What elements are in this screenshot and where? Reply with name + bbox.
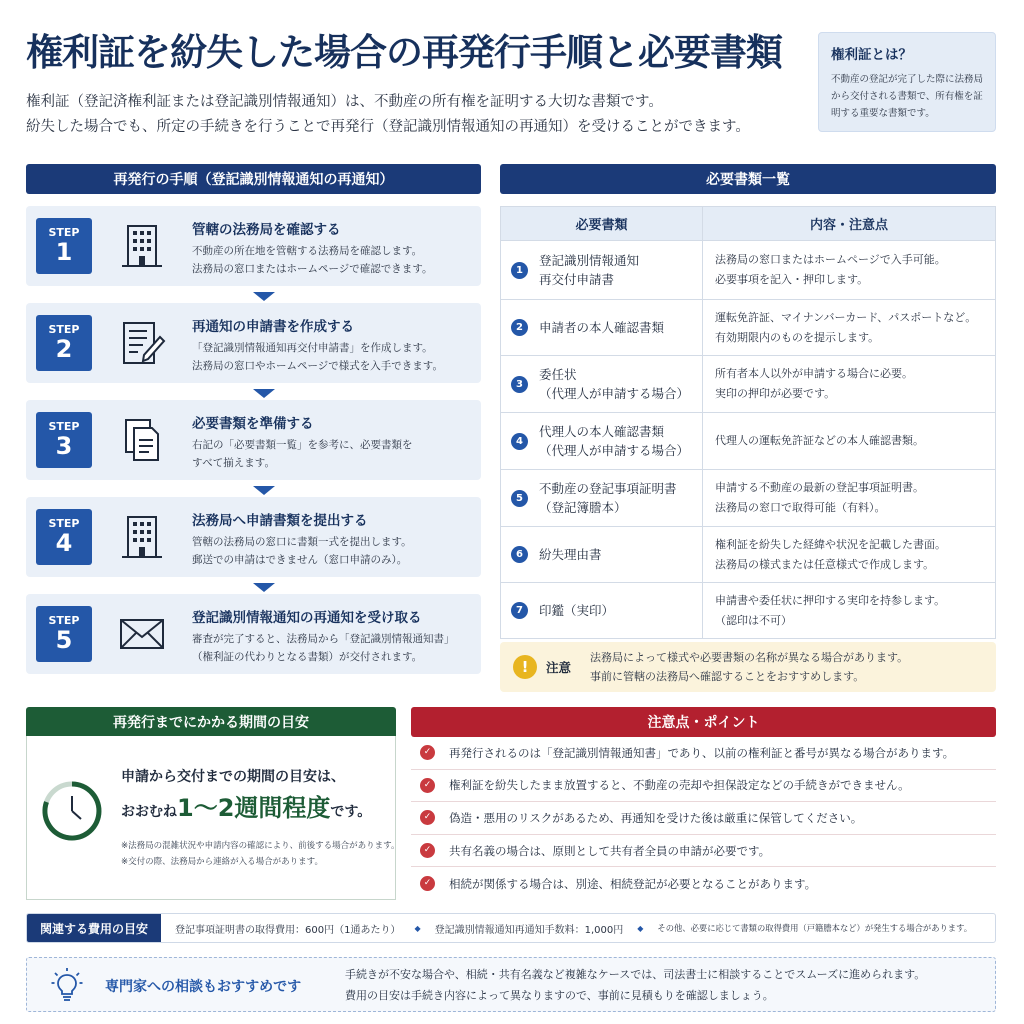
- fees-bar: [26, 913, 996, 943]
- detail-cell: [703, 583, 996, 639]
- document-name: 不動産の登記事項証明書 （登記簿謄本）: [539, 481, 677, 515]
- number-badge: 6: [511, 546, 528, 563]
- table-row: [501, 356, 996, 413]
- step-badge: [36, 315, 92, 371]
- caution-label: 注意: [546, 660, 572, 675]
- points-header: 注意点・ポイント: [411, 707, 996, 737]
- intro-line-1: 権利証（登記済権利証または登記識別情報通知）は、不動産の所有権を証明する大切な書類です。: [26, 94, 663, 110]
- point-text: 権利証を紛失したまま放置すると、不動産の売却や担保設定などの手続きができません。: [449, 778, 910, 793]
- step-desc: [192, 533, 412, 569]
- step-5: [26, 594, 481, 674]
- period-suffix: です。: [330, 804, 372, 820]
- envelope-icon: [116, 608, 168, 660]
- number-badge: 3: [511, 376, 528, 393]
- step-arrow: [253, 583, 275, 592]
- step-desc: [192, 630, 455, 666]
- step-title: 登記識別情報通知の再通知を受け取る: [192, 610, 422, 626]
- table-row: [501, 241, 996, 300]
- step-1: [26, 206, 481, 286]
- expert-box: [26, 957, 996, 1012]
- table-row: [501, 413, 996, 470]
- period-box: [26, 736, 400, 900]
- intro-line-2: 紛失した場合でも、所定の手続きを行うことで再発行（登記識別情報通知の再通知）を受けることができます。: [26, 119, 750, 135]
- step-title: 再通知の申請書を作成する: [192, 319, 354, 335]
- column-header: 必要書類: [501, 207, 703, 241]
- period-note: ※法務局の混雑状況や申請内容の確認により、前後する場合があります。: [121, 841, 400, 851]
- step-title: 法務局へ申請書類を提出する: [192, 513, 368, 529]
- step-number: 5: [55, 626, 73, 654]
- page-title: 権利証を紛失した場合の再発行手順と必要書類: [26, 31, 782, 74]
- step-label: STEP: [48, 517, 80, 530]
- step-arrow: [253, 292, 275, 301]
- detail-cell: [703, 300, 996, 356]
- clock-icon: [41, 780, 103, 842]
- definition-title: 権利証とは？: [831, 47, 912, 63]
- step-desc-line: 郵送での申請はできません（窓口申請のみ）。: [192, 554, 408, 566]
- period-note: ※交付の際、法務局から連絡が入る場合があります。: [121, 857, 323, 867]
- step-label: STEP: [48, 420, 80, 433]
- step-desc-line: （権利証の代わりとなる書類）が交付されます。: [192, 651, 423, 663]
- document-detail: 申請書や委任状に押印する実印を持参します。 （認印は不可）: [715, 593, 946, 627]
- step-4: [26, 497, 481, 577]
- caution-box: [500, 642, 996, 692]
- step-number: 3: [55, 432, 73, 460]
- period-header: 再発行までにかかる期間の目安: [26, 707, 396, 737]
- number-badge: 2: [511, 319, 528, 336]
- step-badge: [36, 218, 92, 274]
- document-detail: 権利証を紛失した経緯や状況を記載した書面。 法務局の様式または任意様式で作成します。: [715, 537, 946, 571]
- expert-body: 手続きが不安な場合や、相続・共有名義など複雑なケースでは、司法書士に相談することでスムーズに進められます。 費用の目安は手続き内容によって異なりますので、事前に見積もりを確認しましょう。: [345, 968, 926, 1002]
- document-cell: [501, 527, 703, 583]
- step-2: [26, 303, 481, 383]
- caution-text: 法務局によって様式や必要書類の名称が異なる場合があります。 事前に管轄の法務局へ確認することをおすすめします。: [590, 651, 909, 683]
- document-cell: [501, 241, 703, 300]
- table-header-row: [501, 207, 996, 241]
- step-desc-line: 「登記識別情報通知再交付申請書」を作成します。: [192, 342, 433, 354]
- step-number: 2: [55, 335, 73, 363]
- step-desc: [192, 436, 413, 472]
- period-notes: [121, 838, 399, 870]
- step-desc-line: 法務局の窓口またはホームページで確認できます。: [192, 263, 433, 275]
- list-item: [411, 802, 996, 835]
- form-pen-icon: [116, 317, 168, 369]
- table-row: [501, 470, 996, 527]
- step-title: 管轄の法務局を確認する: [192, 222, 341, 238]
- list-item: [411, 867, 996, 900]
- document-cell: [501, 300, 703, 356]
- fee-item: 登記識別情報通知再通知手数料：1,000円: [434, 924, 624, 936]
- documents-table: [500, 206, 996, 639]
- step-3: [26, 400, 481, 480]
- document-name: 申請者の本人確認書類: [539, 320, 665, 335]
- step-label: STEP: [48, 226, 80, 239]
- expert-title: 専門家への相談もおすすめです: [105, 979, 302, 995]
- table-row: [501, 583, 996, 639]
- step-desc-line: 法務局の窓口やホームページで様式を入手できます。: [192, 360, 443, 372]
- step-arrow: [253, 486, 275, 495]
- document-detail: 代理人の運転免許証などの本人確認書類。: [715, 434, 924, 447]
- detail-cell: [703, 470, 996, 527]
- procedure-header: 再発行の手順（登記識別情報通知の再通知）: [26, 164, 481, 194]
- number-badge: 4: [511, 433, 528, 450]
- step-title: 必要書類を準備する: [192, 416, 314, 432]
- step-desc-line: 管轄の法務局の窓口に書類一式を提出します。: [192, 536, 412, 548]
- step-arrow: [253, 389, 275, 398]
- document-cell: [501, 470, 703, 527]
- separator-icon: ◆: [414, 923, 421, 933]
- column-header: 内容・注意点: [703, 207, 996, 241]
- document-cell: [501, 356, 703, 413]
- fees-label: 関連する費用の目安: [27, 914, 161, 942]
- number-badge: 1: [511, 262, 528, 279]
- table-row: [501, 300, 996, 356]
- document-detail: 法務局の窓口またはホームページで入手可能。 必要事項を記入・押印します。: [715, 253, 946, 286]
- check-icon: ✓: [420, 778, 435, 793]
- point-text: 偽造・悪用のリスクがあるため、再通知を受けた後は厳重に保管してください。: [449, 810, 863, 825]
- document-detail: 申請する不動産の最新の登記事項証明書。 法務局の窓口で取得可能（有料）。: [715, 481, 924, 514]
- step-label: STEP: [48, 614, 80, 627]
- building-icon: [116, 220, 168, 272]
- document-cell: [501, 413, 703, 470]
- detail-cell: [703, 356, 996, 413]
- step-number: 1: [55, 238, 73, 266]
- fee-item: 登記事項証明書の取得費用：600円（1通あたり）: [175, 924, 401, 936]
- exclamation-icon: !: [513, 655, 537, 679]
- check-icon: ✓: [420, 810, 435, 825]
- point-text: 共有名義の場合は、原則として共有者全員の申請が必要です。: [449, 843, 771, 858]
- detail-cell: [703, 241, 996, 300]
- period-line-1: 申請から交付までの期間の目安は、: [121, 769, 345, 785]
- step-number: 4: [55, 529, 73, 557]
- step-desc: [192, 339, 443, 375]
- intro-text: [26, 90, 796, 140]
- separator-icon: ◆: [637, 923, 644, 933]
- document-cell: [501, 583, 703, 639]
- step-desc: [192, 242, 432, 278]
- period-prefix: おおむね: [121, 804, 177, 820]
- point-text: 相続が関係する場合は、別途、相続登記が必要となることがあります。: [449, 876, 817, 891]
- step-desc-line: 審査が完了すると、法務局から「登記識別情報通知書」: [192, 633, 455, 645]
- list-item: [411, 737, 996, 770]
- fee-item: その他、必要に応じて書類の取得費用（戸籍謄本など）が発生する場合があります。: [657, 923, 973, 933]
- documents-header: 必要書類一覧: [500, 164, 996, 194]
- building-icon: [116, 511, 168, 563]
- number-badge: 7: [511, 602, 528, 619]
- step-desc-line: 不動産の所在地を管轄する法務局を確認します。: [192, 245, 423, 257]
- period-line-2: [121, 788, 371, 823]
- step-badge: [36, 606, 92, 662]
- check-icon: ✓: [420, 745, 435, 760]
- points-list: [411, 737, 996, 900]
- point-text: 再発行されるのは「登記識別情報通知書」であり、以前の権利証と番号が異なる場合があります。: [449, 745, 955, 760]
- detail-cell: [703, 527, 996, 583]
- step-badge: [36, 509, 92, 565]
- documents-icon: [116, 414, 168, 466]
- definition-body: 不動産の登記が完了した際に法務局から交付される書類で、所有権を証明する重要な書類です。: [831, 74, 984, 119]
- step-label: STEP: [48, 323, 80, 336]
- document-name: 印鑑（実印）: [539, 603, 615, 618]
- document-name: 紛失理由書: [539, 547, 602, 562]
- document-name: 委任状 （代理人が申請する場合）: [539, 367, 690, 401]
- document-detail: 所有者本人以外が申請する場合に必要。 実印の押印が必要です。: [715, 367, 913, 400]
- lightbulb-icon: [51, 967, 83, 1005]
- step-badge: [36, 412, 92, 468]
- step-desc-line: 右記の「必要書類一覧」を参考に、必要書類を: [192, 439, 413, 451]
- list-item: [411, 770, 996, 803]
- document-detail: 運転免許証、マイナンバーカード、パスポートなど。 有効期限内のものを提示します。: [715, 310, 977, 344]
- detail-cell: [703, 413, 996, 470]
- document-name: 代理人の本人確認書類 （代理人が申請する場合）: [539, 424, 690, 458]
- table-row: [501, 527, 996, 583]
- number-badge: 5: [511, 490, 528, 507]
- period-highlight: 1〜2週間程度: [177, 794, 331, 822]
- definition-box: [818, 32, 996, 132]
- check-icon: ✓: [420, 876, 435, 891]
- list-item: [411, 835, 996, 868]
- document-name: 登記識別情報通知 再交付申請書: [539, 253, 640, 287]
- step-desc-line: すべて揃えます。: [192, 457, 275, 469]
- check-icon: ✓: [420, 843, 435, 858]
